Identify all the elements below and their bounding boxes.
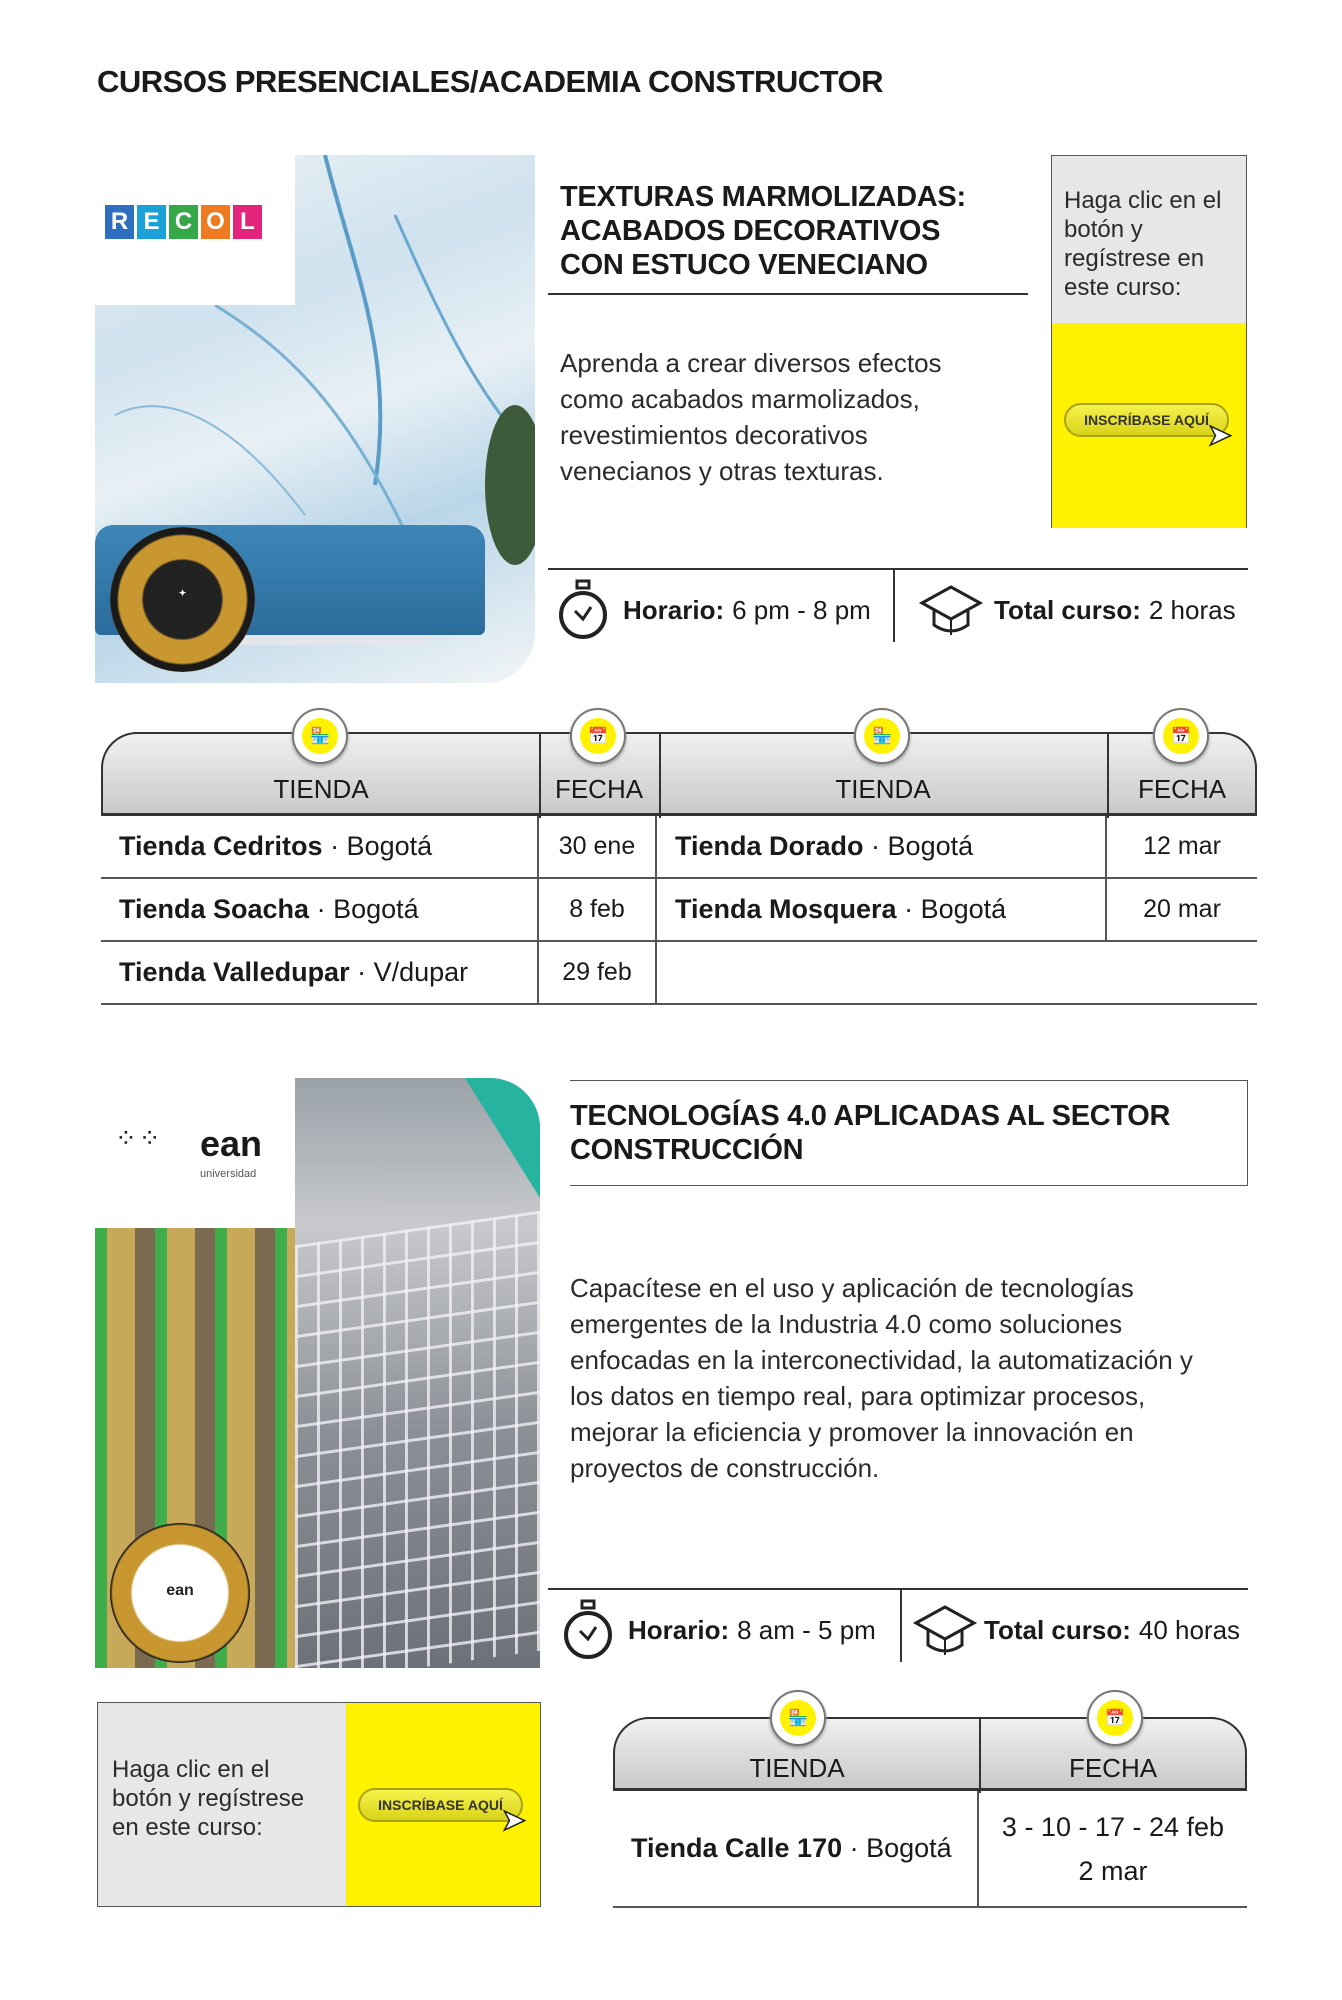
register-button[interactable]: INSCRÍBASE AQUÍ bbox=[1064, 403, 1229, 437]
divider bbox=[979, 1719, 981, 1793]
course-date: 8 feb bbox=[537, 879, 657, 940]
table1-header bbox=[101, 732, 1257, 816]
schedule-value: 8 am - 5 pm bbox=[737, 1614, 876, 1645]
store-city: · Bogotá bbox=[904, 894, 1007, 924]
store-icon: 🏪 bbox=[854, 708, 910, 764]
stopwatch-icon bbox=[560, 1599, 616, 1661]
header-tienda: TIENDA bbox=[749, 1753, 845, 1783]
divider bbox=[548, 293, 1028, 295]
divider bbox=[1107, 734, 1109, 818]
table-row bbox=[101, 879, 1257, 942]
store-icon: 🏪 bbox=[770, 1690, 826, 1746]
logo-text: ean bbox=[200, 1123, 263, 1164]
calendar-icon: 📅 bbox=[1087, 1690, 1143, 1746]
certificate-seal bbox=[110, 1523, 250, 1663]
divider bbox=[900, 1590, 902, 1662]
course-date: 29 feb bbox=[537, 942, 657, 1003]
course2-total bbox=[912, 1598, 1240, 1662]
store-name: Tienda Soacha bbox=[119, 894, 310, 924]
store-name: Tienda Calle 170 bbox=[631, 1833, 843, 1863]
stopwatch-icon bbox=[555, 579, 611, 641]
building-facade bbox=[295, 1211, 540, 1668]
course1-image bbox=[95, 155, 535, 683]
total-value: 2 horas bbox=[1148, 594, 1236, 625]
seal-logo: ean bbox=[166, 1581, 194, 1599]
table-row bbox=[613, 1791, 1247, 1908]
ean-logo: ⁘⁘ ean universidad bbox=[95, 1078, 295, 1228]
page-title: CURSOS PRESENCIALES/ACADEMIA CONSTRUCTOR bbox=[97, 64, 884, 99]
certificate-seal: ✦ bbox=[110, 527, 255, 672]
recol-logo bbox=[95, 155, 295, 305]
schedule-value: 6 pm - 8 pm bbox=[732, 594, 871, 625]
divider bbox=[548, 568, 1248, 570]
table-row bbox=[101, 816, 1257, 879]
course1-title: TEXTURAS MARMOLIZADAS: ACABADOS DECORATIVOS CON ESTUCO VENECIANO bbox=[560, 181, 966, 281]
schedule-label: Horario: bbox=[623, 594, 725, 625]
store-name: Tienda Dorado bbox=[675, 831, 864, 861]
course-date: 30 ene bbox=[537, 816, 657, 877]
divider bbox=[548, 1588, 1248, 1590]
course-date: 12 mar bbox=[1105, 816, 1257, 877]
store-city: · V/dupar bbox=[357, 957, 469, 987]
logo-letter: L bbox=[233, 205, 262, 239]
cursor-icon: ➤ bbox=[1207, 419, 1233, 452]
calendar-icon: 📅 bbox=[570, 708, 626, 764]
store-city: · Bogotá bbox=[316, 894, 419, 924]
table2-header bbox=[613, 1717, 1247, 1791]
divider bbox=[893, 570, 895, 642]
accent-shape bbox=[465, 1078, 540, 1198]
divider bbox=[539, 734, 541, 818]
header-tienda: TIENDA bbox=[273, 774, 369, 804]
total-label: Total curso: bbox=[984, 1614, 1131, 1645]
course-date: 20 mar bbox=[1105, 879, 1257, 940]
logo-subtext: universidad bbox=[200, 1168, 257, 1180]
course2-title: TECNOLOGÍAS 4.0 APLICADAS AL SECTOR CONSTRUCCIÓN bbox=[570, 1100, 1171, 1166]
register-prompt: Haga clic en el botón y regístrese en este curso: bbox=[1052, 156, 1246, 323]
calendar-icon: 📅 bbox=[1153, 708, 1209, 764]
divider bbox=[659, 734, 661, 818]
store-city: · Bogotá bbox=[871, 831, 974, 861]
course2-register-box bbox=[97, 1702, 541, 1907]
course1-total bbox=[918, 578, 1236, 642]
store-name: Tienda Cedritos bbox=[119, 831, 323, 861]
register-prompt: Haga clic en el botón y regístrese en este curso: bbox=[98, 1703, 346, 1906]
logo-letter: C bbox=[169, 205, 198, 239]
course-date: 2 mar bbox=[1078, 1856, 1148, 1886]
course2-description: Capacítese en el uso y aplicación de tecnologías emergentes de la Industria 4.0 como soluciones enfocadas en la interconectividad, la automatización y los datos en tiempo real, para optimizar procesos, mejorar la eficiencia y promover la innovación en proyectos de construcción. bbox=[570, 1273, 1193, 1483]
header-tienda: TIENDA bbox=[835, 774, 931, 804]
course-date: 3 - 10 - 17 - 24 feb bbox=[1001, 1812, 1225, 1842]
store-icon: 🏪 bbox=[292, 708, 348, 764]
table-row bbox=[101, 942, 1257, 1005]
header-fecha: FECHA bbox=[554, 774, 644, 804]
store-name: Tienda Mosquera bbox=[675, 894, 897, 924]
schedule-label: Horario: bbox=[628, 1614, 730, 1645]
course2-title-box bbox=[570, 1080, 1248, 1186]
course2-schedule bbox=[560, 1598, 876, 1662]
store-name: Tienda Valledupar bbox=[119, 957, 350, 987]
course2-image bbox=[95, 1078, 540, 1668]
total-value: 40 horas bbox=[1138, 1614, 1241, 1645]
register-button[interactable]: INSCRÍBASE AQUÍ bbox=[358, 1788, 523, 1822]
logo-letter: O bbox=[201, 205, 230, 239]
course1-description: Aprenda a crear diversos efectos como acabados marmolizados, revestimientos decorativos venecianos y otras texturas. bbox=[560, 348, 942, 486]
cursor-icon: ➤ bbox=[501, 1804, 527, 1837]
header-fecha: FECHA bbox=[1137, 774, 1227, 804]
total-label: Total curso: bbox=[994, 594, 1141, 625]
graduation-cap-icon bbox=[912, 1599, 978, 1661]
header-fecha: FECHA bbox=[1068, 1753, 1158, 1783]
logo-letter: E bbox=[137, 205, 166, 239]
course1-register-box bbox=[1051, 155, 1247, 528]
logo-letter: R bbox=[105, 205, 134, 239]
course1-schedule bbox=[555, 578, 871, 642]
graduation-cap-icon bbox=[918, 579, 984, 641]
store-city: · Bogotá bbox=[330, 831, 433, 861]
store-city: · Bogotá bbox=[849, 1833, 952, 1863]
